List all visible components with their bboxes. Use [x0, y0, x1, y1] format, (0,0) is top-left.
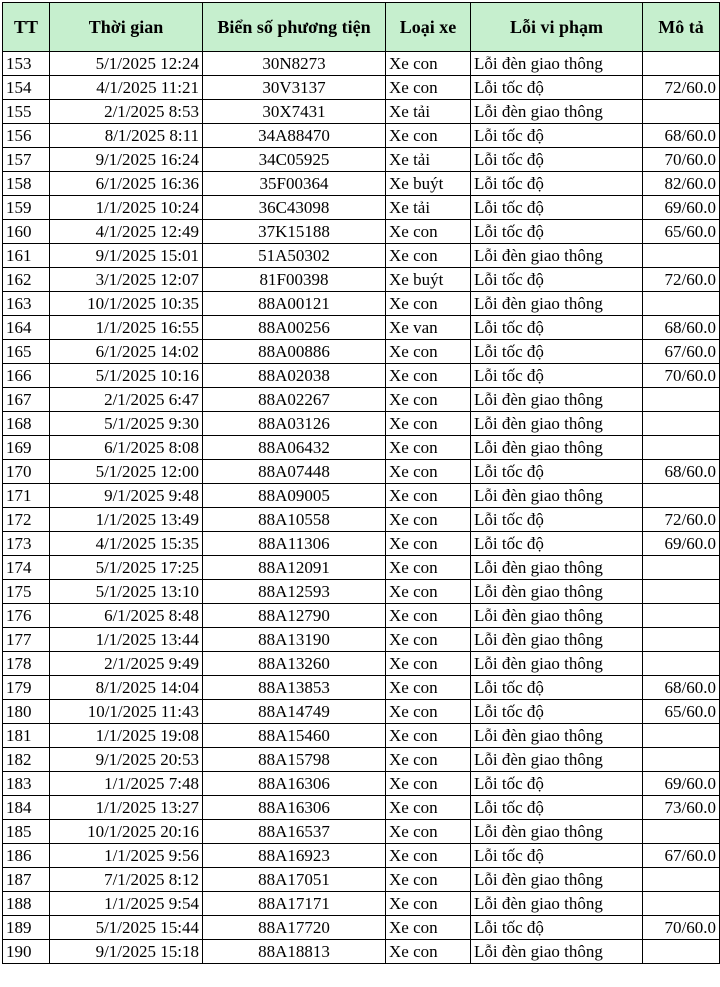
- header-description: Mô tả: [643, 3, 720, 52]
- cell-description: [643, 52, 720, 76]
- cell-plate: 88A13260: [203, 652, 386, 676]
- cell-plate: 88A16923: [203, 844, 386, 868]
- cell-violation: Lỗi đèn giao thông: [471, 628, 643, 652]
- cell-tt: 157: [3, 148, 50, 172]
- cell-violation: Lỗi đèn giao thông: [471, 724, 643, 748]
- cell-time: 1/1/2025 16:55: [50, 316, 203, 340]
- cell-time: 2/1/2025 8:53: [50, 100, 203, 124]
- cell-plate: 88A16306: [203, 796, 386, 820]
- cell-time: 5/1/2025 12:00: [50, 460, 203, 484]
- cell-violation: Lỗi tốc độ: [471, 676, 643, 700]
- cell-description: [643, 724, 720, 748]
- table-row: [3, 628, 720, 652]
- cell-description: [643, 604, 720, 628]
- cell-tt: 167: [3, 388, 50, 412]
- header-tt: TT: [3, 3, 50, 52]
- cell-violation: Lỗi tốc độ: [471, 172, 643, 196]
- cell-plate: 30N8273: [203, 52, 386, 76]
- table-row: [3, 316, 720, 340]
- cell-tt: 179: [3, 676, 50, 700]
- cell-description: 72/60.0: [643, 268, 720, 292]
- cell-vehicle-type: Xe con: [386, 76, 471, 100]
- cell-tt: 175: [3, 580, 50, 604]
- cell-description: 69/60.0: [643, 772, 720, 796]
- cell-plate: 88A16537: [203, 820, 386, 844]
- cell-description: 72/60.0: [643, 76, 720, 100]
- cell-plate: 88A14749: [203, 700, 386, 724]
- cell-description: 65/60.0: [643, 220, 720, 244]
- cell-tt: 185: [3, 820, 50, 844]
- table-row: [3, 484, 720, 508]
- cell-plate: 88A15798: [203, 748, 386, 772]
- cell-vehicle-type: Xe buýt: [386, 172, 471, 196]
- cell-vehicle-type: Xe con: [386, 508, 471, 532]
- cell-time: 4/1/2025 11:21: [50, 76, 203, 100]
- cell-vehicle-type: Xe con: [386, 940, 471, 964]
- cell-vehicle-type: Xe con: [386, 844, 471, 868]
- cell-time: 10/1/2025 20:16: [50, 820, 203, 844]
- cell-tt: 172: [3, 508, 50, 532]
- cell-description: 68/60.0: [643, 460, 720, 484]
- cell-plate: 88A07448: [203, 460, 386, 484]
- cell-plate: 88A17051: [203, 868, 386, 892]
- cell-violation: Lỗi tốc độ: [471, 268, 643, 292]
- cell-time: 6/1/2025 16:36: [50, 172, 203, 196]
- header-time: Thời gian: [50, 3, 203, 52]
- cell-violation: Lỗi đèn giao thông: [471, 940, 643, 964]
- cell-description: [643, 436, 720, 460]
- cell-time: 5/1/2025 12:24: [50, 52, 203, 76]
- cell-description: [643, 868, 720, 892]
- cell-vehicle-type: Xe con: [386, 388, 471, 412]
- cell-tt: 163: [3, 292, 50, 316]
- cell-vehicle-type: Xe con: [386, 772, 471, 796]
- table-row: [3, 676, 720, 700]
- cell-time: 2/1/2025 6:47: [50, 388, 203, 412]
- cell-time: 1/1/2025 13:49: [50, 508, 203, 532]
- cell-tt: 168: [3, 412, 50, 436]
- cell-violation: Lỗi tốc độ: [471, 508, 643, 532]
- cell-time: 6/1/2025 8:08: [50, 436, 203, 460]
- cell-violation: Lỗi tốc độ: [471, 772, 643, 796]
- cell-time: 6/1/2025 14:02: [50, 340, 203, 364]
- cell-violation: Lỗi đèn giao thông: [471, 388, 643, 412]
- cell-time: 9/1/2025 9:48: [50, 484, 203, 508]
- cell-time: 5/1/2025 17:25: [50, 556, 203, 580]
- cell-tt: 176: [3, 604, 50, 628]
- cell-vehicle-type: Xe con: [386, 916, 471, 940]
- cell-plate: 88A18813: [203, 940, 386, 964]
- cell-vehicle-type: Xe con: [386, 556, 471, 580]
- cell-plate: 88A15460: [203, 724, 386, 748]
- cell-time: 1/1/2025 13:27: [50, 796, 203, 820]
- table-row: [3, 916, 720, 940]
- table-row: [3, 244, 720, 268]
- cell-vehicle-type: Xe con: [386, 124, 471, 148]
- cell-description: [643, 244, 720, 268]
- cell-plate: 88A00121: [203, 292, 386, 316]
- cell-violation: Lỗi đèn giao thông: [471, 892, 643, 916]
- cell-vehicle-type: Xe con: [386, 796, 471, 820]
- cell-vehicle-type: Xe con: [386, 364, 471, 388]
- cell-vehicle-type: Xe tải: [386, 100, 471, 124]
- cell-plate: 34C05925: [203, 148, 386, 172]
- cell-plate: 88A02038: [203, 364, 386, 388]
- cell-tt: 174: [3, 556, 50, 580]
- cell-tt: 164: [3, 316, 50, 340]
- cell-time: 7/1/2025 8:12: [50, 868, 203, 892]
- table-row: [3, 172, 720, 196]
- cell-vehicle-type: Xe con: [386, 700, 471, 724]
- cell-description: 69/60.0: [643, 196, 720, 220]
- cell-plate: 88A06432: [203, 436, 386, 460]
- cell-time: 1/1/2025 9:54: [50, 892, 203, 916]
- cell-vehicle-type: Xe con: [386, 892, 471, 916]
- cell-tt: 162: [3, 268, 50, 292]
- cell-vehicle-type: Xe con: [386, 244, 471, 268]
- cell-vehicle-type: Xe con: [386, 340, 471, 364]
- cell-plate: 37K15188: [203, 220, 386, 244]
- cell-vehicle-type: Xe con: [386, 868, 471, 892]
- cell-plate: 88A12790: [203, 604, 386, 628]
- cell-description: 65/60.0: [643, 700, 720, 724]
- table-row: [3, 148, 720, 172]
- table-row: [3, 604, 720, 628]
- cell-plate: 30X7431: [203, 100, 386, 124]
- table-row: [3, 700, 720, 724]
- cell-description: [643, 292, 720, 316]
- cell-time: 1/1/2025 19:08: [50, 724, 203, 748]
- table-row: [3, 940, 720, 964]
- cell-description: [643, 556, 720, 580]
- cell-vehicle-type: Xe con: [386, 532, 471, 556]
- cell-time: 8/1/2025 14:04: [50, 676, 203, 700]
- cell-vehicle-type: Xe con: [386, 724, 471, 748]
- cell-tt: 190: [3, 940, 50, 964]
- cell-vehicle-type: Xe tải: [386, 196, 471, 220]
- table-row: [3, 220, 720, 244]
- cell-description: [643, 628, 720, 652]
- cell-tt: 178: [3, 652, 50, 676]
- cell-description: [643, 652, 720, 676]
- cell-violation: Lỗi tốc độ: [471, 844, 643, 868]
- cell-tt: 156: [3, 124, 50, 148]
- table-row: [3, 868, 720, 892]
- table-row: [3, 292, 720, 316]
- cell-violation: Lỗi đèn giao thông: [471, 292, 643, 316]
- cell-vehicle-type: Xe con: [386, 436, 471, 460]
- cell-description: 70/60.0: [643, 364, 720, 388]
- cell-vehicle-type: Xe con: [386, 628, 471, 652]
- cell-tt: 180: [3, 700, 50, 724]
- table-body: [3, 52, 720, 964]
- table-row: [3, 76, 720, 100]
- cell-tt: 183: [3, 772, 50, 796]
- cell-description: 68/60.0: [643, 124, 720, 148]
- table-row: [3, 748, 720, 772]
- cell-time: 1/1/2025 10:24: [50, 196, 203, 220]
- cell-vehicle-type: Xe tải: [386, 148, 471, 172]
- cell-vehicle-type: Xe con: [386, 580, 471, 604]
- cell-vehicle-type: Xe con: [386, 220, 471, 244]
- cell-description: [643, 820, 720, 844]
- cell-tt: 165: [3, 340, 50, 364]
- cell-plate: 88A12593: [203, 580, 386, 604]
- cell-violation: Lỗi tốc độ: [471, 148, 643, 172]
- cell-time: 10/1/2025 10:35: [50, 292, 203, 316]
- cell-time: 9/1/2025 16:24: [50, 148, 203, 172]
- cell-description: [643, 580, 720, 604]
- cell-violation: Lỗi đèn giao thông: [471, 484, 643, 508]
- cell-violation: Lỗi đèn giao thông: [471, 100, 643, 124]
- cell-vehicle-type: Xe buýt: [386, 268, 471, 292]
- cell-vehicle-type: Xe con: [386, 676, 471, 700]
- cell-description: 68/60.0: [643, 316, 720, 340]
- cell-plate: 88A13190: [203, 628, 386, 652]
- cell-violation: Lỗi tốc độ: [471, 316, 643, 340]
- cell-vehicle-type: Xe con: [386, 652, 471, 676]
- cell-violation: Lỗi tốc độ: [471, 76, 643, 100]
- cell-plate: 34A88470: [203, 124, 386, 148]
- cell-tt: 166: [3, 364, 50, 388]
- cell-description: [643, 484, 720, 508]
- cell-time: 9/1/2025 15:01: [50, 244, 203, 268]
- cell-violation: Lỗi tốc độ: [471, 796, 643, 820]
- cell-tt: 155: [3, 100, 50, 124]
- cell-tt: 181: [3, 724, 50, 748]
- cell-description: [643, 892, 720, 916]
- cell-tt: 188: [3, 892, 50, 916]
- table-row: [3, 556, 720, 580]
- cell-tt: 170: [3, 460, 50, 484]
- cell-time: 1/1/2025 7:48: [50, 772, 203, 796]
- table-row: [3, 532, 720, 556]
- cell-violation: Lỗi tốc độ: [471, 916, 643, 940]
- cell-time: 6/1/2025 8:48: [50, 604, 203, 628]
- table-row: [3, 580, 720, 604]
- cell-tt: 153: [3, 52, 50, 76]
- cell-plate: 88A17171: [203, 892, 386, 916]
- table-row: [3, 436, 720, 460]
- cell-tt: 186: [3, 844, 50, 868]
- cell-tt: 187: [3, 868, 50, 892]
- cell-time: 10/1/2025 11:43: [50, 700, 203, 724]
- cell-tt: 160: [3, 220, 50, 244]
- cell-plate: 88A17720: [203, 916, 386, 940]
- cell-plate: 51A50302: [203, 244, 386, 268]
- cell-tt: 182: [3, 748, 50, 772]
- table-row: [3, 340, 720, 364]
- cell-violation: Lỗi tốc độ: [471, 700, 643, 724]
- cell-tt: 177: [3, 628, 50, 652]
- cell-violation: Lỗi tốc độ: [471, 196, 643, 220]
- cell-description: [643, 412, 720, 436]
- cell-violation: Lỗi tốc độ: [471, 124, 643, 148]
- cell-vehicle-type: Xe con: [386, 820, 471, 844]
- cell-description: [643, 748, 720, 772]
- table-row: [3, 892, 720, 916]
- cell-violation: Lỗi đèn giao thông: [471, 412, 643, 436]
- cell-time: 4/1/2025 12:49: [50, 220, 203, 244]
- cell-description: 73/60.0: [643, 796, 720, 820]
- cell-plate: 88A02267: [203, 388, 386, 412]
- cell-description: [643, 940, 720, 964]
- cell-violation: Lỗi tốc độ: [471, 340, 643, 364]
- cell-vehicle-type: Xe con: [386, 52, 471, 76]
- table-row: [3, 508, 720, 532]
- cell-vehicle-type: Xe van: [386, 316, 471, 340]
- cell-violation: Lỗi đèn giao thông: [471, 244, 643, 268]
- table-row: [3, 52, 720, 76]
- cell-time: 4/1/2025 15:35: [50, 532, 203, 556]
- cell-violation: Lỗi đèn giao thông: [471, 436, 643, 460]
- cell-tt: 158: [3, 172, 50, 196]
- cell-violation: Lỗi đèn giao thông: [471, 652, 643, 676]
- cell-tt: 154: [3, 76, 50, 100]
- cell-description: [643, 388, 720, 412]
- table-row: [3, 796, 720, 820]
- cell-time: 9/1/2025 15:18: [50, 940, 203, 964]
- cell-description: 72/60.0: [643, 508, 720, 532]
- violations-table: [2, 2, 720, 964]
- cell-vehicle-type: Xe con: [386, 604, 471, 628]
- table-row: [3, 772, 720, 796]
- cell-tt: 171: [3, 484, 50, 508]
- cell-plate: 88A12091: [203, 556, 386, 580]
- table-row: [3, 820, 720, 844]
- cell-plate: 36C43098: [203, 196, 386, 220]
- cell-time: 1/1/2025 9:56: [50, 844, 203, 868]
- cell-plate: 88A03126: [203, 412, 386, 436]
- table-row: [3, 124, 720, 148]
- table-row: [3, 268, 720, 292]
- cell-violation: Lỗi đèn giao thông: [471, 580, 643, 604]
- table-row: [3, 100, 720, 124]
- cell-time: 2/1/2025 9:49: [50, 652, 203, 676]
- cell-description: 67/60.0: [643, 340, 720, 364]
- cell-violation: Lỗi tốc độ: [471, 364, 643, 388]
- cell-description: 70/60.0: [643, 916, 720, 940]
- cell-time: 1/1/2025 13:44: [50, 628, 203, 652]
- cell-time: 8/1/2025 8:11: [50, 124, 203, 148]
- cell-description: 69/60.0: [643, 532, 720, 556]
- cell-plate: 35F00364: [203, 172, 386, 196]
- cell-violation: Lỗi đèn giao thông: [471, 604, 643, 628]
- header-row: [3, 3, 720, 52]
- header-plate: Biển số phương tiện: [203, 3, 386, 52]
- cell-plate: 88A10558: [203, 508, 386, 532]
- cell-description: 67/60.0: [643, 844, 720, 868]
- cell-time: 5/1/2025 15:44: [50, 916, 203, 940]
- cell-violation: Lỗi đèn giao thông: [471, 52, 643, 76]
- header-vehicle-type: Loại xe: [386, 3, 471, 52]
- cell-description: 68/60.0: [643, 676, 720, 700]
- cell-vehicle-type: Xe con: [386, 292, 471, 316]
- cell-violation: Lỗi đèn giao thông: [471, 748, 643, 772]
- cell-vehicle-type: Xe con: [386, 748, 471, 772]
- table-row: [3, 388, 720, 412]
- header-violation: Lỗi vi phạm: [471, 3, 643, 52]
- cell-vehicle-type: Xe con: [386, 460, 471, 484]
- cell-vehicle-type: Xe con: [386, 412, 471, 436]
- cell-time: 5/1/2025 9:30: [50, 412, 203, 436]
- table-row: [3, 460, 720, 484]
- cell-tt: 161: [3, 244, 50, 268]
- cell-tt: 173: [3, 532, 50, 556]
- cell-violation: Lỗi đèn giao thông: [471, 868, 643, 892]
- cell-plate: 88A00886: [203, 340, 386, 364]
- cell-description: [643, 100, 720, 124]
- cell-violation: Lỗi tốc độ: [471, 460, 643, 484]
- cell-violation: Lỗi tốc độ: [471, 532, 643, 556]
- cell-plate: 30V3137: [203, 76, 386, 100]
- cell-plate: 88A09005: [203, 484, 386, 508]
- table-row: [3, 652, 720, 676]
- table-row: [3, 844, 720, 868]
- cell-time: 5/1/2025 13:10: [50, 580, 203, 604]
- cell-time: 3/1/2025 12:07: [50, 268, 203, 292]
- cell-plate: 88A11306: [203, 532, 386, 556]
- table-row: [3, 724, 720, 748]
- cell-time: 5/1/2025 10:16: [50, 364, 203, 388]
- table-row: [3, 412, 720, 436]
- cell-tt: 159: [3, 196, 50, 220]
- cell-tt: 169: [3, 436, 50, 460]
- cell-plate: 88A00256: [203, 316, 386, 340]
- table-row: [3, 196, 720, 220]
- table-row: [3, 364, 720, 388]
- cell-violation: Lỗi đèn giao thông: [471, 556, 643, 580]
- cell-plate: 88A16306: [203, 772, 386, 796]
- cell-tt: 184: [3, 796, 50, 820]
- cell-violation: Lỗi tốc độ: [471, 220, 643, 244]
- cell-description: 82/60.0: [643, 172, 720, 196]
- cell-tt: 189: [3, 916, 50, 940]
- cell-violation: Lỗi đèn giao thông: [471, 820, 643, 844]
- cell-plate: 88A13853: [203, 676, 386, 700]
- cell-plate: 81F00398: [203, 268, 386, 292]
- cell-description: 70/60.0: [643, 148, 720, 172]
- cell-vehicle-type: Xe con: [386, 484, 471, 508]
- cell-time: 9/1/2025 20:53: [50, 748, 203, 772]
